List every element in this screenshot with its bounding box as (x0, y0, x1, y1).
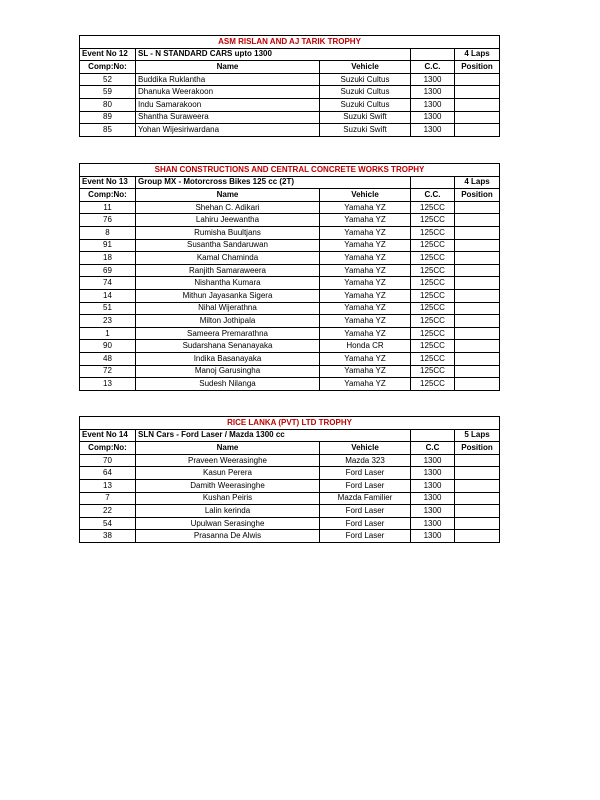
comp-number-cell: 48 (80, 352, 136, 365)
competitor-name-cell: Lalin kerinda (136, 505, 320, 518)
vehicle-cell: Ford Laser (320, 505, 411, 518)
competitor-name-cell: Dhanuka Weerakoon (136, 86, 320, 99)
competitor-name-cell: Prasanna De Alwis (136, 530, 320, 543)
competitor-name-cell: Damith Weerasinghe (136, 479, 320, 492)
header-comp-no: Comp:No: (80, 189, 136, 202)
header-cc: C.C. (411, 61, 455, 74)
vehicle-cell: Ford Laser (320, 467, 411, 480)
table-row (80, 340, 500, 353)
comp-number-cell: 69 (80, 264, 136, 277)
position-cell (455, 264, 500, 277)
position-cell (455, 214, 500, 227)
event-14-table-block (79, 416, 499, 543)
position-cell (455, 111, 500, 124)
cc-cell: 125CC (411, 214, 455, 227)
table-row (80, 239, 500, 252)
vehicle-cell: Suzuki Cultus (320, 73, 411, 86)
trophy-title: ASM RISLAN AND AJ TARIK TROPHY (80, 36, 500, 49)
comp-number-cell: 7 (80, 492, 136, 505)
cc-cell: 1300 (411, 479, 455, 492)
competitor-name-cell: Mithun Jayasanka Sigera (136, 289, 320, 302)
competitor-name-cell: Nishantha Kumara (136, 277, 320, 290)
table-row (80, 124, 500, 137)
table-row (80, 302, 500, 315)
event-table (79, 416, 500, 543)
position-cell (455, 505, 500, 518)
position-cell (455, 277, 500, 290)
header-vehicle: Vehicle (320, 189, 411, 202)
vehicle-cell: Suzuki Swift (320, 124, 411, 137)
table-row (80, 454, 500, 467)
competitor-name-cell: Buddika Ruklantha (136, 73, 320, 86)
position-cell (455, 302, 500, 315)
header-name: Name (136, 61, 320, 74)
position-cell (455, 479, 500, 492)
comp-number-cell: 13 (80, 378, 136, 391)
vehicle-cell: Ford Laser (320, 479, 411, 492)
event-number: Event No 12 (80, 48, 136, 61)
position-cell (455, 467, 500, 480)
cc-cell: 1300 (411, 111, 455, 124)
cc-cell: 1300 (411, 454, 455, 467)
cc-cell: 125CC (411, 277, 455, 290)
cc-cell: 125CC (411, 252, 455, 265)
position-cell (455, 201, 500, 214)
cc-cell: 125CC (411, 289, 455, 302)
event-number: Event No 13 (80, 176, 136, 189)
table-row (80, 492, 500, 505)
event-table (79, 35, 500, 137)
table-row (80, 289, 500, 302)
competitor-name-cell: Nihal Wijerathna (136, 302, 320, 315)
cc-cell: 1300 (411, 86, 455, 99)
header-position: Position (455, 189, 500, 202)
competitor-name-cell: Kushan Peiris (136, 492, 320, 505)
competitor-name-cell: Sameera Premarathna (136, 327, 320, 340)
header-position: Position (455, 61, 500, 74)
competitor-name-cell: Praveen Weerasinghe (136, 454, 320, 467)
cc-cell: 125CC (411, 226, 455, 239)
position-cell (455, 340, 500, 353)
cc-cell: 125CC (411, 327, 455, 340)
cc-cell: 1300 (411, 505, 455, 518)
comp-number-cell: 23 (80, 315, 136, 328)
laps-count: 4 Laps (455, 48, 500, 61)
competitor-name-cell: Sudarshana Senanayaka (136, 340, 320, 353)
table-row (80, 98, 500, 111)
cc-cell: 125CC (411, 302, 455, 315)
comp-number-cell: 90 (80, 340, 136, 353)
position-cell (455, 454, 500, 467)
table-row (80, 352, 500, 365)
cc-cell: 1300 (411, 467, 455, 480)
comp-number-cell: 80 (80, 98, 136, 111)
comp-number-cell: 13 (80, 479, 136, 492)
blank-cell (411, 176, 455, 189)
comp-number-cell: 59 (80, 86, 136, 99)
vehicle-cell: Yamaha YZ (320, 365, 411, 378)
cc-cell: 125CC (411, 352, 455, 365)
comp-number-cell: 91 (80, 239, 136, 252)
position-cell (455, 327, 500, 340)
vehicle-cell: Yamaha YZ (320, 252, 411, 265)
comp-number-cell: 11 (80, 201, 136, 214)
vehicle-cell: Mazda 323 (320, 454, 411, 467)
event-class: Group MX - Motorcross Bikes 125 cc (2T) (136, 176, 411, 189)
comp-number-cell: 14 (80, 289, 136, 302)
competitor-name-cell: Kamal Chaminda (136, 252, 320, 265)
cc-cell: 1300 (411, 517, 455, 530)
table-row (80, 264, 500, 277)
event-12-table-block (79, 35, 499, 137)
comp-number-cell: 38 (80, 530, 136, 543)
comp-number-cell: 22 (80, 505, 136, 518)
vehicle-cell: Yamaha YZ (320, 201, 411, 214)
table-row (80, 530, 500, 543)
comp-number-cell: 70 (80, 454, 136, 467)
position-cell (455, 239, 500, 252)
competitor-name-cell: Shehan C. Adikari (136, 201, 320, 214)
cc-cell: 125CC (411, 340, 455, 353)
vehicle-cell: Yamaha YZ (320, 327, 411, 340)
header-position: Position (455, 442, 500, 455)
competitor-name-cell: Ranjith Samaraweera (136, 264, 320, 277)
position-cell (455, 289, 500, 302)
competitor-name-cell: Yohan Wijesiriwardana (136, 124, 320, 137)
cc-cell: 125CC (411, 365, 455, 378)
table-row (80, 327, 500, 340)
position-cell (455, 124, 500, 137)
vehicle-cell: Yamaha YZ (320, 289, 411, 302)
position-cell (455, 517, 500, 530)
vehicle-cell: Yamaha YZ (320, 302, 411, 315)
comp-number-cell: 8 (80, 226, 136, 239)
vehicle-cell: Yamaha YZ (320, 226, 411, 239)
position-cell (455, 352, 500, 365)
table-row (80, 505, 500, 518)
table-row (80, 252, 500, 265)
competitor-name-cell: Kasun Perera (136, 467, 320, 480)
event-class: SLN Cars - Ford Laser / Mazda 1300 cc (136, 429, 411, 442)
comp-number-cell: 72 (80, 365, 136, 378)
header-name: Name (136, 442, 320, 455)
header-cc: C.C. (411, 189, 455, 202)
table-row (80, 201, 500, 214)
comp-number-cell: 1 (80, 327, 136, 340)
comp-number-cell: 74 (80, 277, 136, 290)
vehicle-cell: Yamaha YZ (320, 352, 411, 365)
vehicle-cell: Yamaha YZ (320, 239, 411, 252)
table-row (80, 277, 500, 290)
vehicle-cell: Suzuki Cultus (320, 98, 411, 111)
competitor-name-cell: Milton Jothipala (136, 315, 320, 328)
event-number: Event No 14 (80, 429, 136, 442)
cc-cell: 125CC (411, 315, 455, 328)
table-row (80, 378, 500, 391)
vehicle-cell: Yamaha YZ (320, 277, 411, 290)
position-cell (455, 73, 500, 86)
vehicle-cell: Yamaha YZ (320, 264, 411, 277)
table-row (80, 86, 500, 99)
table-row (80, 315, 500, 328)
cc-cell: 125CC (411, 378, 455, 391)
header-vehicle: Vehicle (320, 442, 411, 455)
vehicle-cell: Suzuki Swift (320, 111, 411, 124)
competitor-name-cell: Shantha Suraweera (136, 111, 320, 124)
header-vehicle: Vehicle (320, 61, 411, 74)
table-row (80, 226, 500, 239)
table-row (80, 111, 500, 124)
position-cell (455, 530, 500, 543)
comp-number-cell: 76 (80, 214, 136, 227)
event-13-table-block (79, 163, 499, 391)
table-row (80, 73, 500, 86)
header-comp-no: Comp:No: (80, 61, 136, 74)
competitor-name-cell: Indu Samarakoon (136, 98, 320, 111)
blank-cell (411, 48, 455, 61)
vehicle-cell: Ford Laser (320, 517, 411, 530)
cc-cell: 1300 (411, 124, 455, 137)
competitor-name-cell: Lahiru Jeewantha (136, 214, 320, 227)
competitor-name-cell: Sudesh Nilanga (136, 378, 320, 391)
position-cell (455, 315, 500, 328)
position-cell (455, 378, 500, 391)
table-row (80, 365, 500, 378)
vehicle-cell: Suzuki Cultus (320, 86, 411, 99)
comp-number-cell: 54 (80, 517, 136, 530)
vehicle-cell: Mazda Familier (320, 492, 411, 505)
position-cell (455, 365, 500, 378)
position-cell (455, 492, 500, 505)
comp-number-cell: 85 (80, 124, 136, 137)
table-row (80, 517, 500, 530)
cc-cell: 1300 (411, 492, 455, 505)
table-row (80, 479, 500, 492)
table-row (80, 214, 500, 227)
position-cell (455, 86, 500, 99)
cc-cell: 125CC (411, 264, 455, 277)
trophy-title: SHAN CONSTRUCTIONS AND CENTRAL CONCRETE WORKS TROPHY (80, 164, 500, 177)
position-cell (455, 226, 500, 239)
header-name: Name (136, 189, 320, 202)
event-class: SL - N STANDARD CARS upto 1300 (136, 48, 411, 61)
vehicle-cell: Yamaha YZ (320, 315, 411, 328)
table-row (80, 467, 500, 480)
header-comp-no: Comp:No: (80, 442, 136, 455)
comp-number-cell: 51 (80, 302, 136, 315)
vehicle-cell: Honda CR (320, 340, 411, 353)
event-table (79, 163, 500, 391)
competitor-name-cell: Indika Basanayaka (136, 352, 320, 365)
laps-count: 4 Laps (455, 176, 500, 189)
position-cell (455, 98, 500, 111)
cc-cell: 1300 (411, 530, 455, 543)
comp-number-cell: 52 (80, 73, 136, 86)
comp-number-cell: 64 (80, 467, 136, 480)
vehicle-cell: Yamaha YZ (320, 378, 411, 391)
cc-cell: 125CC (411, 201, 455, 214)
cc-cell: 1300 (411, 73, 455, 86)
vehicle-cell: Yamaha YZ (320, 214, 411, 227)
competitor-name-cell: Upulwan Serasinghe (136, 517, 320, 530)
header-cc: C.C (411, 442, 455, 455)
competitor-name-cell: Rumisha Buultjans (136, 226, 320, 239)
blank-cell (411, 429, 455, 442)
trophy-title: RICE LANKA (PVT) LTD TROPHY (80, 417, 500, 430)
comp-number-cell: 18 (80, 252, 136, 265)
comp-number-cell: 89 (80, 111, 136, 124)
cc-cell: 125CC (411, 239, 455, 252)
vehicle-cell: Ford Laser (320, 530, 411, 543)
competitor-name-cell: Susantha Sandaruwan (136, 239, 320, 252)
laps-count: 5 Laps (455, 429, 500, 442)
cc-cell: 1300 (411, 98, 455, 111)
position-cell (455, 252, 500, 265)
competitor-name-cell: Manoj Garusingha (136, 365, 320, 378)
